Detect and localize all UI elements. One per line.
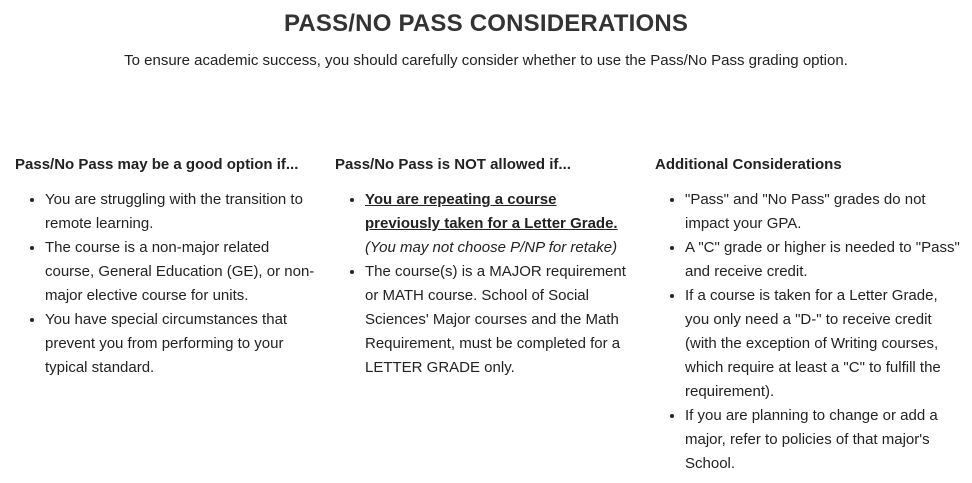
page-subtitle: To ensure academic success, you should carefully consider whether to use the Pass/No Pass grading option. <box>124 52 848 69</box>
column-heading: Pass/No Pass is NOT allowed if... <box>335 156 571 173</box>
column-heading: Pass/No Pass may be a good option if... <box>15 156 299 173</box>
list-item: • If you are planning to change or add a major, refer to policies of that major's School. <box>685 404 960 476</box>
column-additional <box>655 156 960 476</box>
list-item: • "Pass" and "No Pass" grades do not impact your GPA. <box>685 188 960 236</box>
column-not-allowed <box>335 156 635 380</box>
list-item: • You have special circumstances that prevent you from performing to your typical standard. <box>45 308 315 380</box>
list-item: • You are struggling with the transition to remote learning. <box>45 188 315 236</box>
retake-note: (You may not choose P/NP for retake) <box>365 239 618 256</box>
bullet-list <box>335 188 635 380</box>
page-title: PASS/NO PASS CONSIDERATIONS <box>283 10 689 37</box>
list-item: • The course is a non-major related course, General Education (GE), or non-major elective course for units. <box>45 236 315 308</box>
bullet-list <box>655 188 960 476</box>
list-item: • If a course is taken for a Letter Grade, you only need a "D-" to receive credit (with the exception of Writing courses, which require at least a "C" to fulfill the requirement). <box>685 284 960 404</box>
repeat-course-emphasis: You are repeating a course previously taken for a Letter Grade. <box>365 191 618 232</box>
bullet-list <box>15 188 315 380</box>
column-heading: Additional Considerations <box>655 156 842 173</box>
list-item: • A "C" grade or higher is needed to "Pass" and receive credit. <box>685 236 960 284</box>
list-item: • The course(s) is a MAJOR requirement or MATH course. School of Social Sciences' Major courses and the Math Requirement, must be completed for a LETTER GRADE only. <box>365 260 635 380</box>
column-good-option <box>15 156 315 380</box>
list-item <box>365 188 635 260</box>
